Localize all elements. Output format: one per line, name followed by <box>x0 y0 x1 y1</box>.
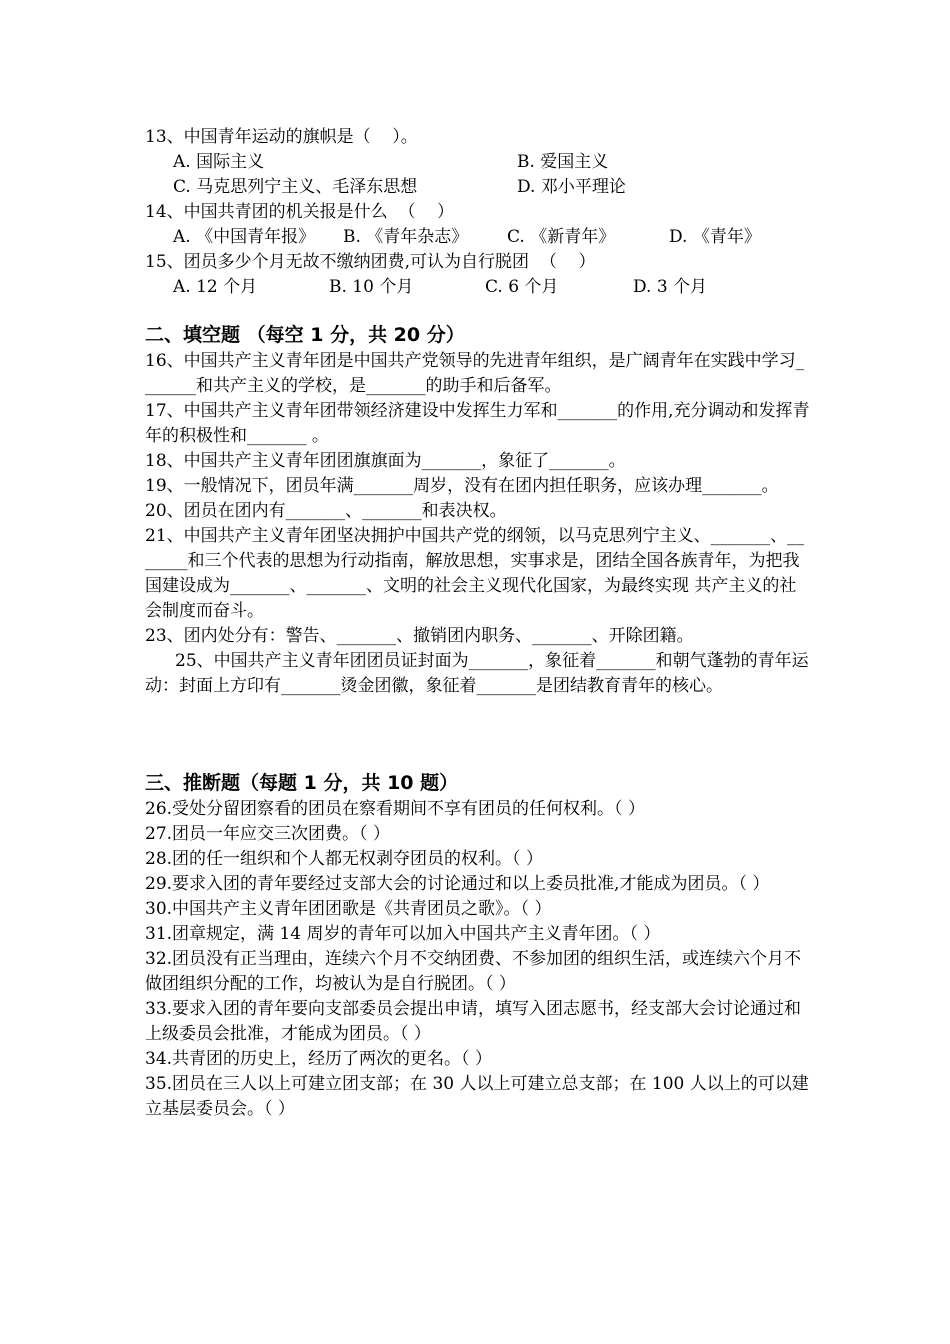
q14-option-b: B. 《青年杂志》 <box>343 227 469 247</box>
question-28: 28.团的任一组织和个人都无权剥夺团员的权利。（ ） <box>145 849 543 869</box>
q13-option-c: C. 马克思列宁主义、毛泽东思想 <box>173 177 418 197</box>
question-13-options-row-1 <box>145 150 810 175</box>
q14-option-c: C. 《新青年》 <box>507 227 616 247</box>
question-32: 32.团员没有正当理由，连续六个月不交纳团费、不参加团的组织生活，或连续六个月不做团组织分配的工作，均被认为是自行脱团。（ ） <box>145 949 802 994</box>
question-18: 18、中国共产主义青年团团旗旗面为_______，象征了_______。 <box>145 451 626 471</box>
question-21: 21、中国共产主义青年团坚决拥护中国共产党的纲领，以马克思列宁主义、_______、_______和三个代表的思想为行动指南，解放思想，实事求是，团结全国各族青年，为把我国建设成为_______、_______、文明的社会主义现代化国家，为最终实现 共产主义的社会制度而奋斗。 <box>145 526 805 621</box>
question-31: 31.团章规定，满 14 周岁的青年可以加入中国共产主义青年团。（ ） <box>145 924 661 944</box>
question-14: 14、中国共青团的机关报是什么 （ ） <box>145 202 455 222</box>
q15-option-d: D. 3 个月 <box>633 277 708 297</box>
q13-option-d: D. 邓小平理论 <box>517 177 626 197</box>
q14-option-d: D. 《青年》 <box>669 227 761 247</box>
question-34: 34.共青团的历史上，经历了两次的更名。（ ） <box>145 1049 492 1069</box>
question-16: 16、中国共产主义青年团是中国共产党领导的先进青年组织，是广阔青年在实践中学习_______和共产主义的学校，是_______的助手和后备军。 <box>145 351 805 396</box>
question-14-options <box>145 225 810 250</box>
question-19: 19、一般情况下，团员年满_______周岁，没有在团内担任职务，应该办理_______。 <box>145 476 779 496</box>
judgement-section <box>145 770 810 1122</box>
question-13-options-row-2 <box>145 175 810 200</box>
question-27: 27.团员一年应交三次团费。（ ） <box>145 824 390 844</box>
q13-option-a: A. 国际主义 <box>173 152 265 172</box>
question-15-options <box>145 275 810 300</box>
fill-blank-heading: 二、填空题 （每空 1 分，共 20 分） <box>145 324 465 346</box>
fill-blank-section <box>145 322 810 699</box>
question-25: 25、中国共产主义青年团团员证封面为_______，象征着_______和朝气蓬勃的青年运动：封面上方印有_______烫金团徽，象征着_______是团结教育青年的核心。 <box>145 651 809 696</box>
question-26: 26.受处分留团察看的团员在察看期间不享有团员的任何权利。（ ） <box>145 799 645 819</box>
q14-option-a: A. 《中国青年报》 <box>173 227 316 247</box>
question-20: 20、团员在团内有_______、_______和表决权。 <box>145 501 507 521</box>
question-23: 23、团内处分有：警告、_______、撤销团内职务、_______、开除团籍。 <box>145 626 694 646</box>
question-13: 13、中国青年运动的旗帜是（ ）。 <box>145 127 418 147</box>
question-33: 33.要求入团的青年要向支部委员会提出申请，填写入团志愿书，经支部大会讨论通过和上级委员会批准，才能成为团员。（ ） <box>145 999 802 1044</box>
question-35: 35.团员在三人以上可建立团支部；在 30 人以上可建立总支部；在 100 人以上的可以建立基层委员会。（ ） <box>145 1074 809 1119</box>
question-15: 15、团员多少个月无故不缴纳团费,可认为自行脱团 （ ） <box>145 252 596 272</box>
question-30: 30.中国共产主义青年团团歌是《共青团员之歌》。（ ） <box>145 899 552 919</box>
q15-option-c: C. 6 个月 <box>485 277 559 297</box>
question-29: 29.要求入团的青年要经过支部大会的讨论通过和以上委员批准,才能成为团员。（ ） <box>145 874 770 894</box>
multiple-choice-section <box>145 125 810 300</box>
judgement-heading: 三、推断题（每题 1 分，共 10 题） <box>145 772 459 794</box>
q13-option-b: B. 爱国主义 <box>517 152 609 172</box>
question-17: 17、中国共产主义青年团带领经济建设中发挥生力军和_______的作用,充分调动和发挥青年的积极性和_______ 。 <box>145 401 810 446</box>
q15-option-b: B. 10 个月 <box>329 277 414 297</box>
q15-option-a: A. 12 个月 <box>173 277 258 297</box>
